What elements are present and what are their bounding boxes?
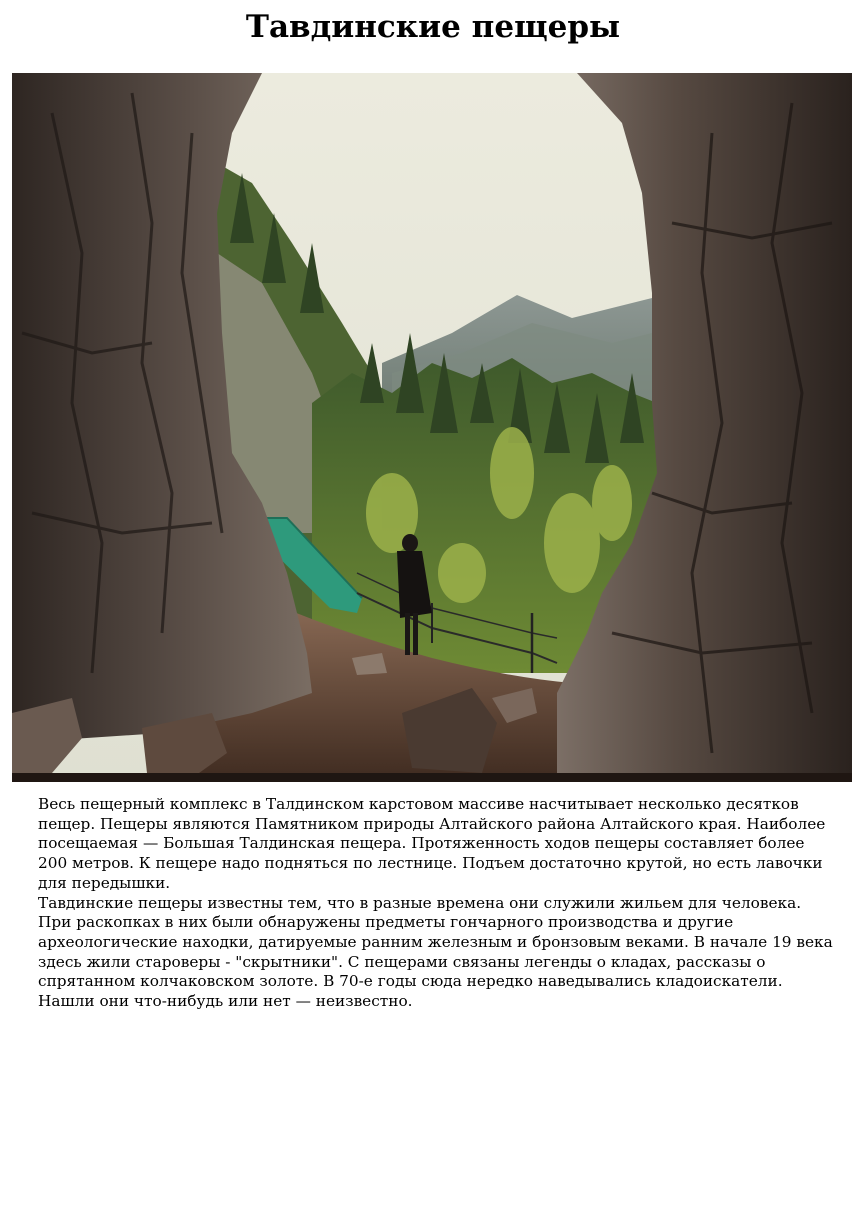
page-title: Тавдинские пещеры — [245, 9, 621, 45]
paragraph-2: Тавдинские пещеры известны тем, что в разные времена они служили жильем для человека. При раскопках в них были обнаружены предметы гончарного производства и другие археологические находки, датируемые ранним железным и бронзовым веками. В начале 19 века здесь жили староверы - "скрытники". С пещерами связаны легенды о кладах, рассказы о спрятанном колчаковском золоте. В 70-е годы сюда нередко наведывались кладоискатели. Нашли они что-нибудь или нет — неизвестно. — [38, 893, 833, 1011]
cave-entrance-photo — [12, 73, 852, 782]
paragraph-1: Весь пещерный комплекс в Талдинском карстовом массиве насчитывает несколько десятков пещер. Пещеры являются Памятником природы Алтайского района Алтайского края. Наиболее посещаемая — Большая Талдинская пещера. Протяженность ходов пещеры составляет более 200 метров. К пещере надо подняться по лестнице. Подъем достаточно крутой, но есть лавочки для передышки. — [38, 795, 826, 892]
article-body — [38, 795, 838, 1012]
